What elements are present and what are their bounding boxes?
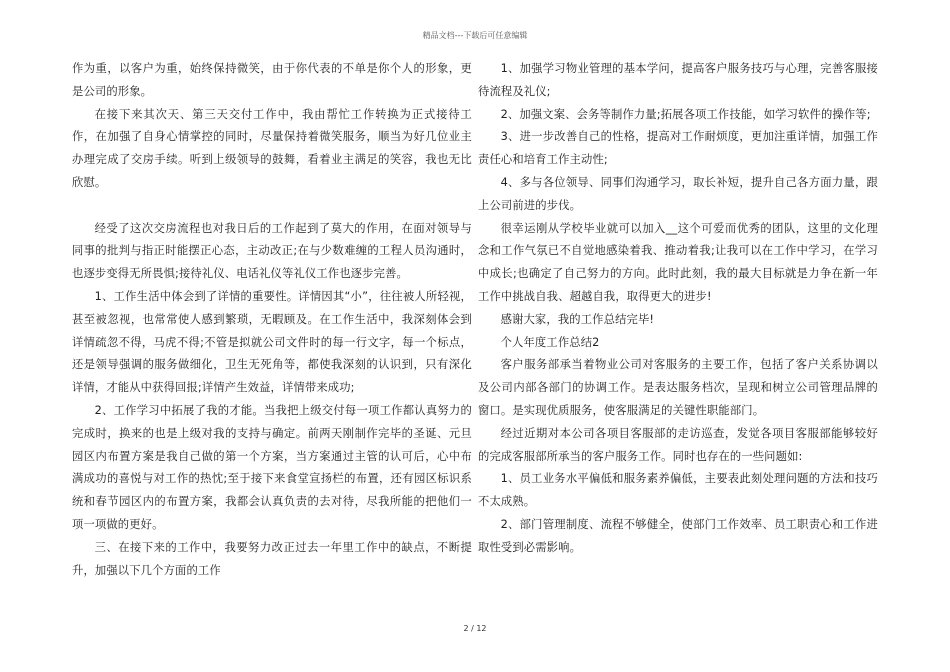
left-column	[72, 58, 472, 582]
document-header: 精品文档---下载后可任意编辑	[422, 31, 528, 40]
paragraph: 作为重，以客户为重，始终保持微笑，由于你代表的不单是你个人的形象，更是公司的形象。	[72, 62, 472, 98]
right-column	[478, 58, 878, 560]
paragraph: 3、进一步改善自己的性格，提高对工作耐烦度，更加注重详情，加强工作责任心和培育工作主动性;	[478, 130, 878, 167]
paragraph: 客户服务部承当着物业公司对客服务的主要工作，包括了客户关系协调以及公司内部各部门的协调工作。是表达服务档次，呈现和树立公司管理品牌的窗口。是实现优质服务，使客服满足的关键性职能部门。	[478, 358, 878, 417]
paragraph: 三、在接下来的工作中，我要努力改正过去一年里工作中的缺点，不断提升，加强以下几个方面的工作	[72, 540, 472, 577]
paragraph: 1、加强学习物业管理的基本学问，提高客户服务技巧与心理，完善客服接待流程及礼仪;	[478, 62, 878, 98]
paragraph: 很幸运刚从学校毕业就可以加入__这个可爱而优秀的团队，这里的文化理念和工作气氛已不自觉地感染着我、推动着我;让我可以在工作中学习，在学习中成长;也确定了自己努力的方向。此时此刻，我的最大目标就是力争在新一年工作中挑战自我、超越自我，取得更大的进步!	[478, 221, 878, 303]
paragraph-gap	[72, 195, 472, 218]
paragraph: 经过近期对本公司各项目客服部的走访巡查，发觉各项目客服部能够较好的完成客服部所承当的客户服务工作。同时也存在的一些问题如:	[478, 426, 878, 463]
paragraph: 4、多与各位领导、同事们沟通学习，取长补短，提升自己各方面力量，跟上公司前进的步伐。	[478, 175, 878, 212]
paragraph: 感谢大家，我的工作总结完毕!	[500, 312, 655, 326]
paragraph: 2、工作学习中拓展了我的才能。当我把上级交付每一项工作都认真努力的完成时，换来的也是上级对我的支持与确定。前两天刚制作完毕的圣诞、元旦园区内布置方案是我自己做的第一个方案，当方案通过主管的认可后，心中布满成功的喜悦与对工作的热忱;至于接下来食堂宣扬栏的布置，还有园区标识系统和春节园区内的布置方案，我都会认真负责的去对待，尽我所能的把他们一项一项做的更好。	[72, 403, 472, 531]
paragraph: 2、加强文案、会务等制作力量;拓展各项工作技能，如学习软件的操作等;	[500, 107, 871, 121]
paragraph: 经受了这次交房流程也对我日后的工作起到了莫大的作用，在面对领导与同事的批判与指正时能摆正心态，主动改正;在与少数难缠的工程人员沟通时，也逐步变得无所畏惧;接待礼仪、电话礼仪等礼仪工作也逐步完善。	[72, 221, 472, 281]
page-number: 2 / 12	[463, 624, 487, 633]
paragraph: 1、员工业务水平偏低和服务素养偏低，主要表此刻处理问题的方法和技巧不太成熟。	[478, 472, 878, 509]
paragraph: 1、工作生活中体会到了详情的重要性。详情因其“小”，往往被人所轻视，甚至被忽视，也常常使人感到繁琐，无暇顾及。在工作生活中，我深刻体会到详情疏忽不得，马虎不得;不管是拟就公司文件时的每一行文字，每一个标点，还是领导强调的服务做细化，卫生无死角等，都使我深刻的认识到，只有深化详情，才能从中获得回报;详情产生效益，详情带来成功;	[72, 289, 472, 395]
section-title: 个人年度工作总结2	[500, 335, 600, 349]
paragraph: 在接下来其次天、第三天交付工作中，我由帮忙工作转换为正式接待工作，在加强了自身心情掌控的同时，尽量保持着微笑服务，顺当为好几位业主办理完成了交房手续。听到上级领导的鼓舞，看着业主满足的笑容，我也无比欣慰。	[72, 107, 472, 189]
paragraph: 2、部门管理制度、流程不够健全，使部门工作效率、员工职责心和工作进取性受到必需影响。	[478, 517, 878, 554]
